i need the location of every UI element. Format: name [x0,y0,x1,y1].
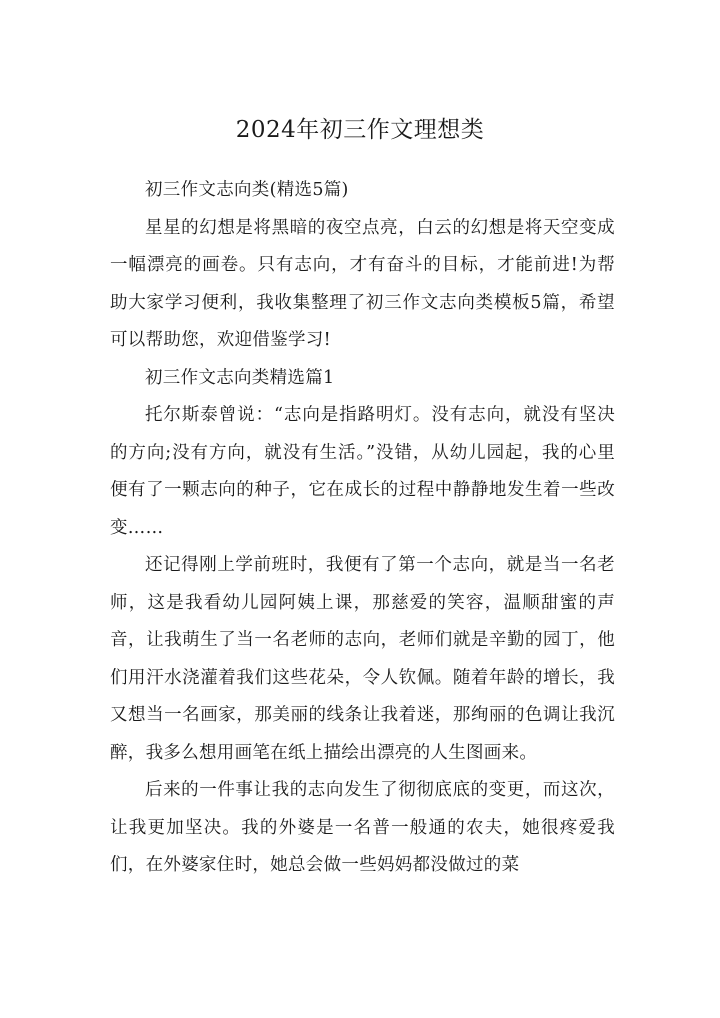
paragraph: 还记得刚上学前班时，我便有了第一个志向，就是当一名老师，这是我看幼儿园阿姨上课，那慈爱的笑容，温顺甜蜜的声音，让我萌生了当一名老师的志向，老师们就是辛勤的园丁，他们用汗水浇灌着我们这些花朵，令人钦佩。随着年龄的增长，我又想当一名画家，那美丽的线条让我着迷，那绚丽的色调让我沉醉，我多么想用画笔在纸上描绘出漂亮的人生图画来。 [110,555,615,763]
paragraph-section-heading: 初三作文志向类精选篇1 [145,367,335,388]
document-title: 2024年初三作文理想类 [235,117,485,143]
paragraph-intro: 星星的幻想是将黑暗的夜空点亮，白云的幻想是将天空变成一幅漂亮的画卷。只有志向，才有奋斗的目标，才能前进!为帮助大家学习便利，我收集整理了初三作文志向类模板5篇，希望可以帮助您，欢迎借鉴学习! [110,217,615,350]
paragraph-subtitle: 初三作文志向类(精选5篇) [145,180,349,200]
paragraph: 托尔斯泰曾说：“志向是指路明灯。没有志向，就没有坚决的方向;没有方向，就没有生活。”没错，从幼儿园起，我的心里便有了一颗志向的种子，它在成长的过程中静静地发生着一些改变…… [110,405,615,538]
document-body [110,172,615,885]
paragraph: 后来的一件事让我的志向发生了彻彻底底的变更，而这次，让我更加坚决。我的外婆是一名普一般通的农夫，她很疼爱我们，在外婆家住时，她总会做一些妈妈都没做过的菜 [110,780,615,875]
